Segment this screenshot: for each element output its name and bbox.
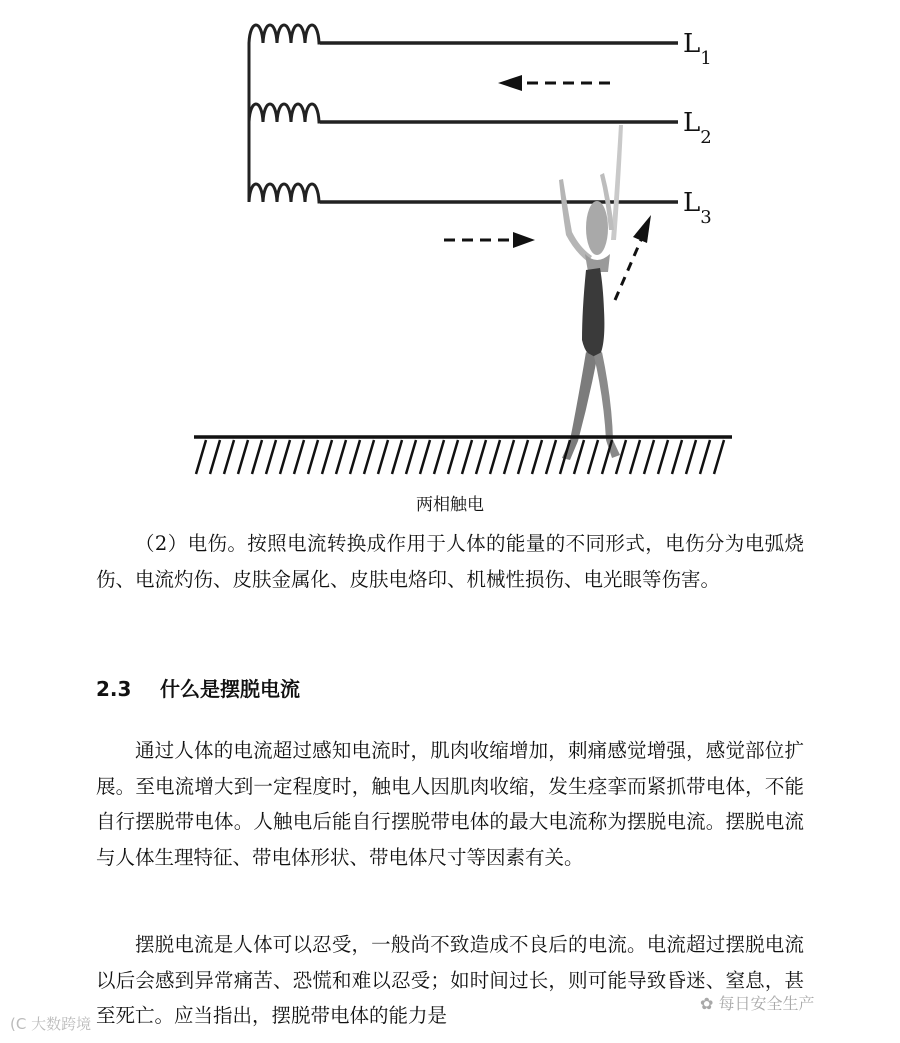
hatch-mark (294, 440, 304, 474)
hatch-mark (686, 440, 696, 474)
current-arrow-up (615, 215, 651, 300)
coil-1 (249, 25, 320, 43)
hatch-mark (406, 440, 416, 474)
hatch-mark (238, 440, 248, 474)
watermark-left: (C 大数跨境 (10, 1015, 92, 1033)
hatch-mark (420, 440, 430, 474)
hatch-mark (644, 440, 654, 474)
hatch-mark (490, 440, 500, 474)
hatch-mark (532, 440, 542, 474)
hatch-mark (630, 440, 640, 474)
current-arrow-right (444, 232, 535, 248)
hatch-mark (350, 440, 360, 474)
hatch-mark (462, 440, 472, 474)
person-figure (559, 125, 623, 460)
hatch-mark (672, 440, 682, 474)
coil-2 (249, 104, 320, 122)
watermark-right: ✿ 每日安全生产 (700, 994, 815, 1013)
figure-caption: 两相触电 (416, 495, 484, 515)
two-phase-contact-diagram (0, 0, 900, 490)
paragraph-let-go-current-effects: 摆脱电流是人体可以忍受，一般尚不致造成不良后的电流。电流超过摆脱电流以后会感到异常痛苦、恐慌和难以忍受；如时间过长，则可能导致昏迷、窒息，甚至死亡。应当指出，摆脱带电体的能力是 (96, 933, 804, 1027)
hatch-mark (378, 440, 388, 474)
hatch-mark (280, 440, 290, 474)
transformer-coils (249, 25, 320, 202)
section-title: 什么是摆脱电流 (160, 677, 300, 701)
paragraph-let-go-current-definition: 通过人体的电流超过感知电流时，肌肉收缩增加，刺痛感觉增强，感觉部位扩展。至电流增大到一定程度时，触电人因肌肉收缩，发生痉挛而紧抓带电体，不能自行摆脱带电体。人触电后能自行摆脱带电体的最大电流称为摆脱电流。摆脱电流与人体生理特征、带电体形状、带电体尺寸等因素有关。 (96, 739, 804, 869)
hatch-mark (616, 440, 626, 474)
hatch-mark (252, 440, 262, 474)
hatch-mark (504, 440, 514, 474)
hatch-mark (658, 440, 668, 474)
hatch-mark (588, 440, 598, 474)
hatch-mark (476, 440, 486, 474)
paragraph-electric-injury: （2）电伤。按照电流转换成作用于人体的能量的不同形式，电伤分为电弧烧伤、电流灼伤、皮肤金属化、皮肤电烙印、机械性损伤、电光眼等伤害。 (96, 532, 804, 591)
hatch-mark (196, 440, 206, 474)
line-label-l3: $L_3$ (683, 188, 712, 228)
hatch-mark (518, 440, 528, 474)
coil-3 (249, 184, 320, 202)
watermark-logo-icon: (C (10, 1015, 27, 1033)
hatch-mark (700, 440, 710, 474)
hatch-mark (224, 440, 234, 474)
hatch-mark (364, 440, 374, 474)
section-number: 2.3 (96, 677, 132, 701)
current-arrow-left (498, 75, 610, 91)
section-heading (96, 674, 300, 704)
hatch-mark (336, 440, 346, 474)
hatch-mark (322, 440, 332, 474)
hatch-mark (266, 440, 276, 474)
hatch-mark (210, 440, 220, 474)
wechat-icon: ✿ (700, 994, 714, 1013)
hatch-mark (714, 440, 724, 474)
hatch-mark (602, 440, 612, 474)
ground-hatching (196, 440, 724, 474)
hatch-mark (434, 440, 444, 474)
line-label-l1: $L_1$ (683, 29, 712, 69)
hatch-mark (546, 440, 556, 474)
hatch-mark (392, 440, 402, 474)
hatch-mark (448, 440, 458, 474)
line-label-l2: $L_2$ (683, 108, 712, 148)
hatch-mark (308, 440, 318, 474)
